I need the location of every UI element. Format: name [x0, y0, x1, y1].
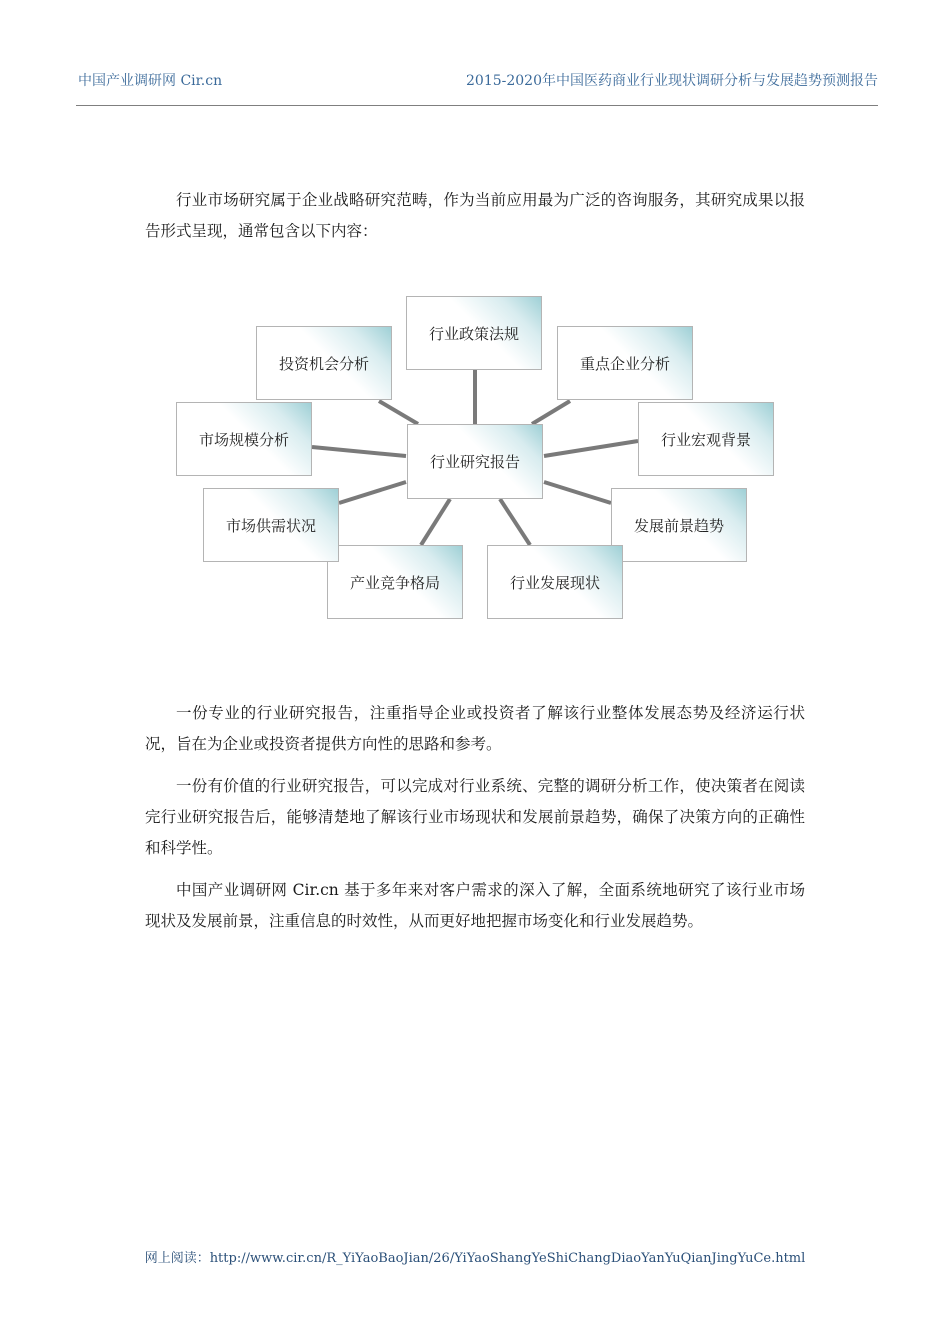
- node-supply-demand: 市场供需状况: [203, 488, 339, 562]
- page-header: [76, 66, 878, 106]
- node-development-status: 行业发展现状: [487, 545, 623, 619]
- node-market-size: 市场规模分析: [176, 402, 312, 476]
- connector-prospect: [544, 482, 611, 503]
- body-paragraph-2: 一份有价值的行业研究报告，可以完成对行业系统、完整的调研分析工作，使决策者在阅读完行业研究报告后，能够清楚地了解该行业市场现状和发展前景趋势，确保了决策方向的正确性和科学性。: [145, 777, 805, 857]
- node-industry-competition: 产业竞争格局: [327, 545, 463, 619]
- node-key-enterprise: 重点企业分析: [557, 326, 693, 400]
- header-report-title: 2015-2020年中国医药商业行业现状调研分析与发展趋势预测报告: [466, 73, 878, 89]
- intro-paragraph: 行业市场研究属于企业战略研究范畴，作为当前应用最为广泛的咨询服务，其研究成果以报告形式呈现，通常包含以下内容：: [145, 191, 805, 240]
- connector-market-size: [312, 447, 406, 456]
- header-site-name: 中国产业调研网 Cir.cn: [78, 73, 223, 89]
- connector-status: [500, 499, 530, 545]
- connector-macro: [544, 441, 638, 456]
- node-policy: 行业政策法规: [406, 296, 542, 370]
- connector-supply-demand: [339, 482, 406, 503]
- footer-online-link[interactable]: 网上阅读：http://www.cir.cn/R_YiYaoBaoJian/26/YiYaoShangYeShiChangDiaoYanYuQianJingYuCe.html: [144, 1251, 806, 1266]
- body-paragraph-1: 一份专业的行业研究报告，注重指导企业或投资者了解该行业整体发展态势及经济运行状况，旨在为企业或投资者提供方向性的思路和参考。: [145, 704, 805, 753]
- body-paragraph-3: 中国产业调研网 Cir.cn 基于多年来对客户需求的深入了解，全面系统地研究了该行业市场现状及发展前景，注重信息的时效性，从而更好地把握市场变化和行业发展趋势。: [145, 881, 805, 930]
- connector-competition: [421, 499, 450, 545]
- connector-key-enterprise: [532, 401, 570, 424]
- node-macro-background: 行业宏观背景: [638, 402, 774, 476]
- node-development-prospect: 发展前景趋势: [611, 488, 747, 562]
- node-center-report: 行业研究报告: [407, 424, 543, 499]
- node-investment-opportunity: 投资机会分析: [256, 326, 392, 400]
- connector-investment: [379, 401, 418, 424]
